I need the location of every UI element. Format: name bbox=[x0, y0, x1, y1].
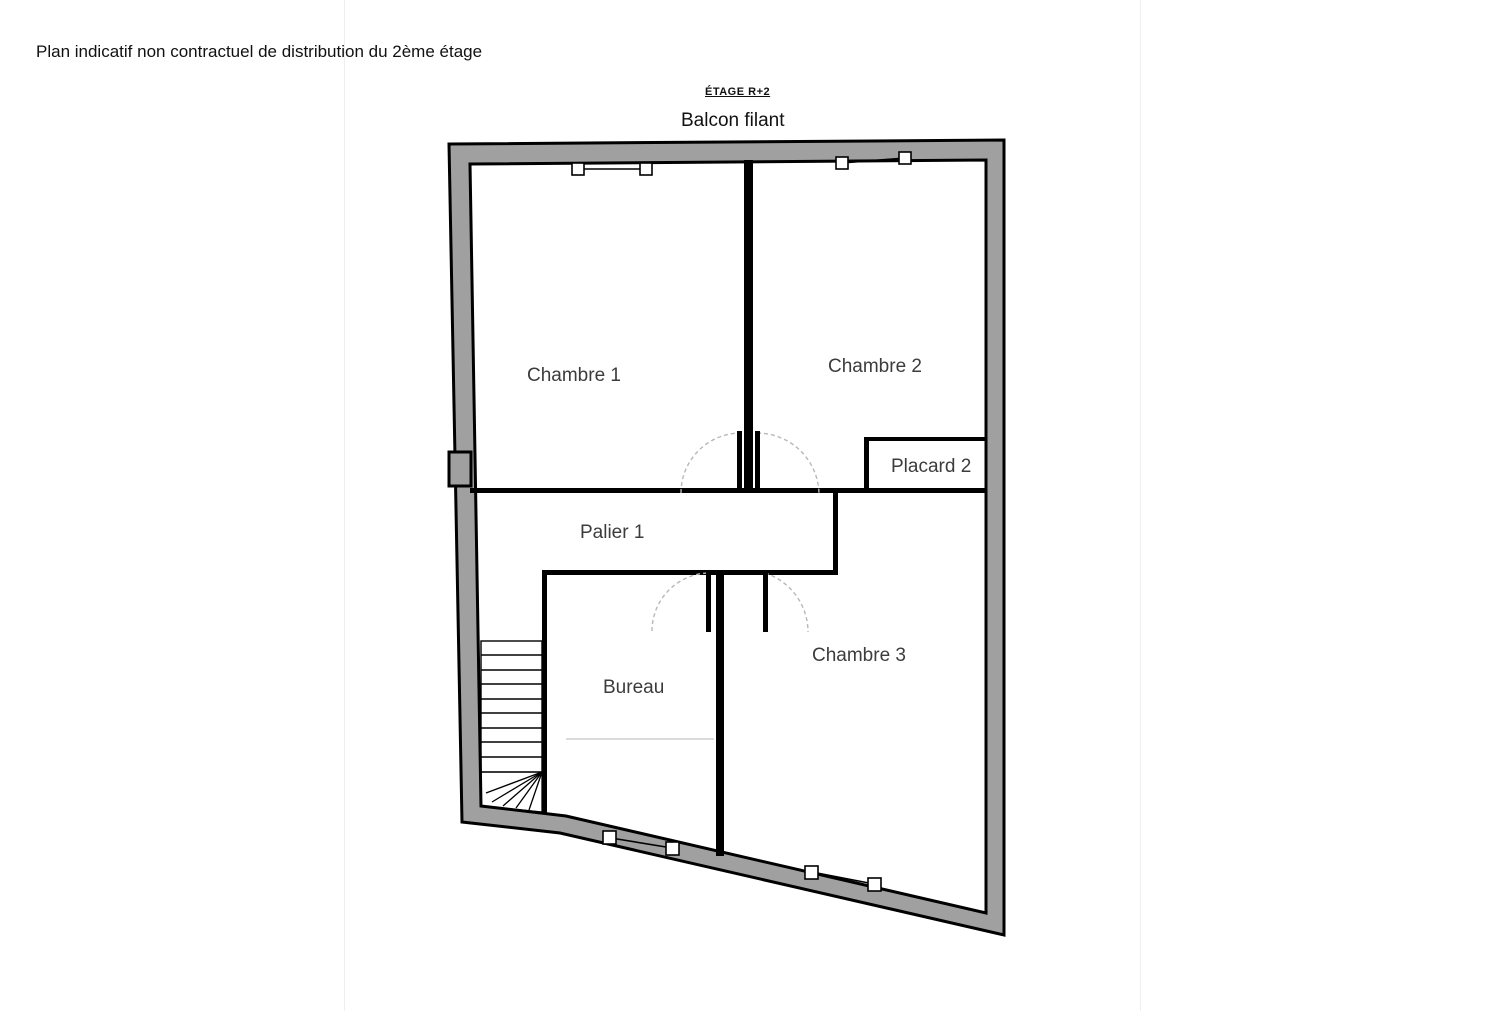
partition-bureau-left bbox=[542, 570, 547, 813]
partition-chambre1-chambre2 bbox=[744, 160, 753, 493]
room-label-placard-2: Placard 2 bbox=[891, 456, 972, 477]
partition-bedrooms-palier bbox=[470, 488, 986, 493]
wall-notch-left bbox=[449, 452, 471, 486]
room-label-chambre-1: Chambre 1 bbox=[527, 365, 621, 386]
partition-palier-right bbox=[833, 493, 838, 575]
partition-palier-bottom bbox=[542, 570, 838, 575]
partition-bureau-chambre3 bbox=[716, 575, 724, 856]
room-label-chambre-2: Chambre 2 bbox=[828, 356, 922, 377]
room-label-bureau: Bureau bbox=[603, 677, 665, 698]
placard-2-top-wall bbox=[864, 437, 986, 441]
page-caption: Plan indicatif non contractuel de distribution du 2ème étage bbox=[36, 42, 483, 61]
placard-2-side-wall bbox=[864, 437, 869, 490]
floor-tag: ÉTAGE R+2 bbox=[705, 86, 771, 98]
room-label-palier-1: Palier 1 bbox=[580, 522, 645, 543]
balcony-label: Balcon filant bbox=[681, 110, 785, 131]
interior-floor-area bbox=[470, 160, 986, 913]
room-label-chambre-3: Chambre 3 bbox=[812, 645, 906, 666]
